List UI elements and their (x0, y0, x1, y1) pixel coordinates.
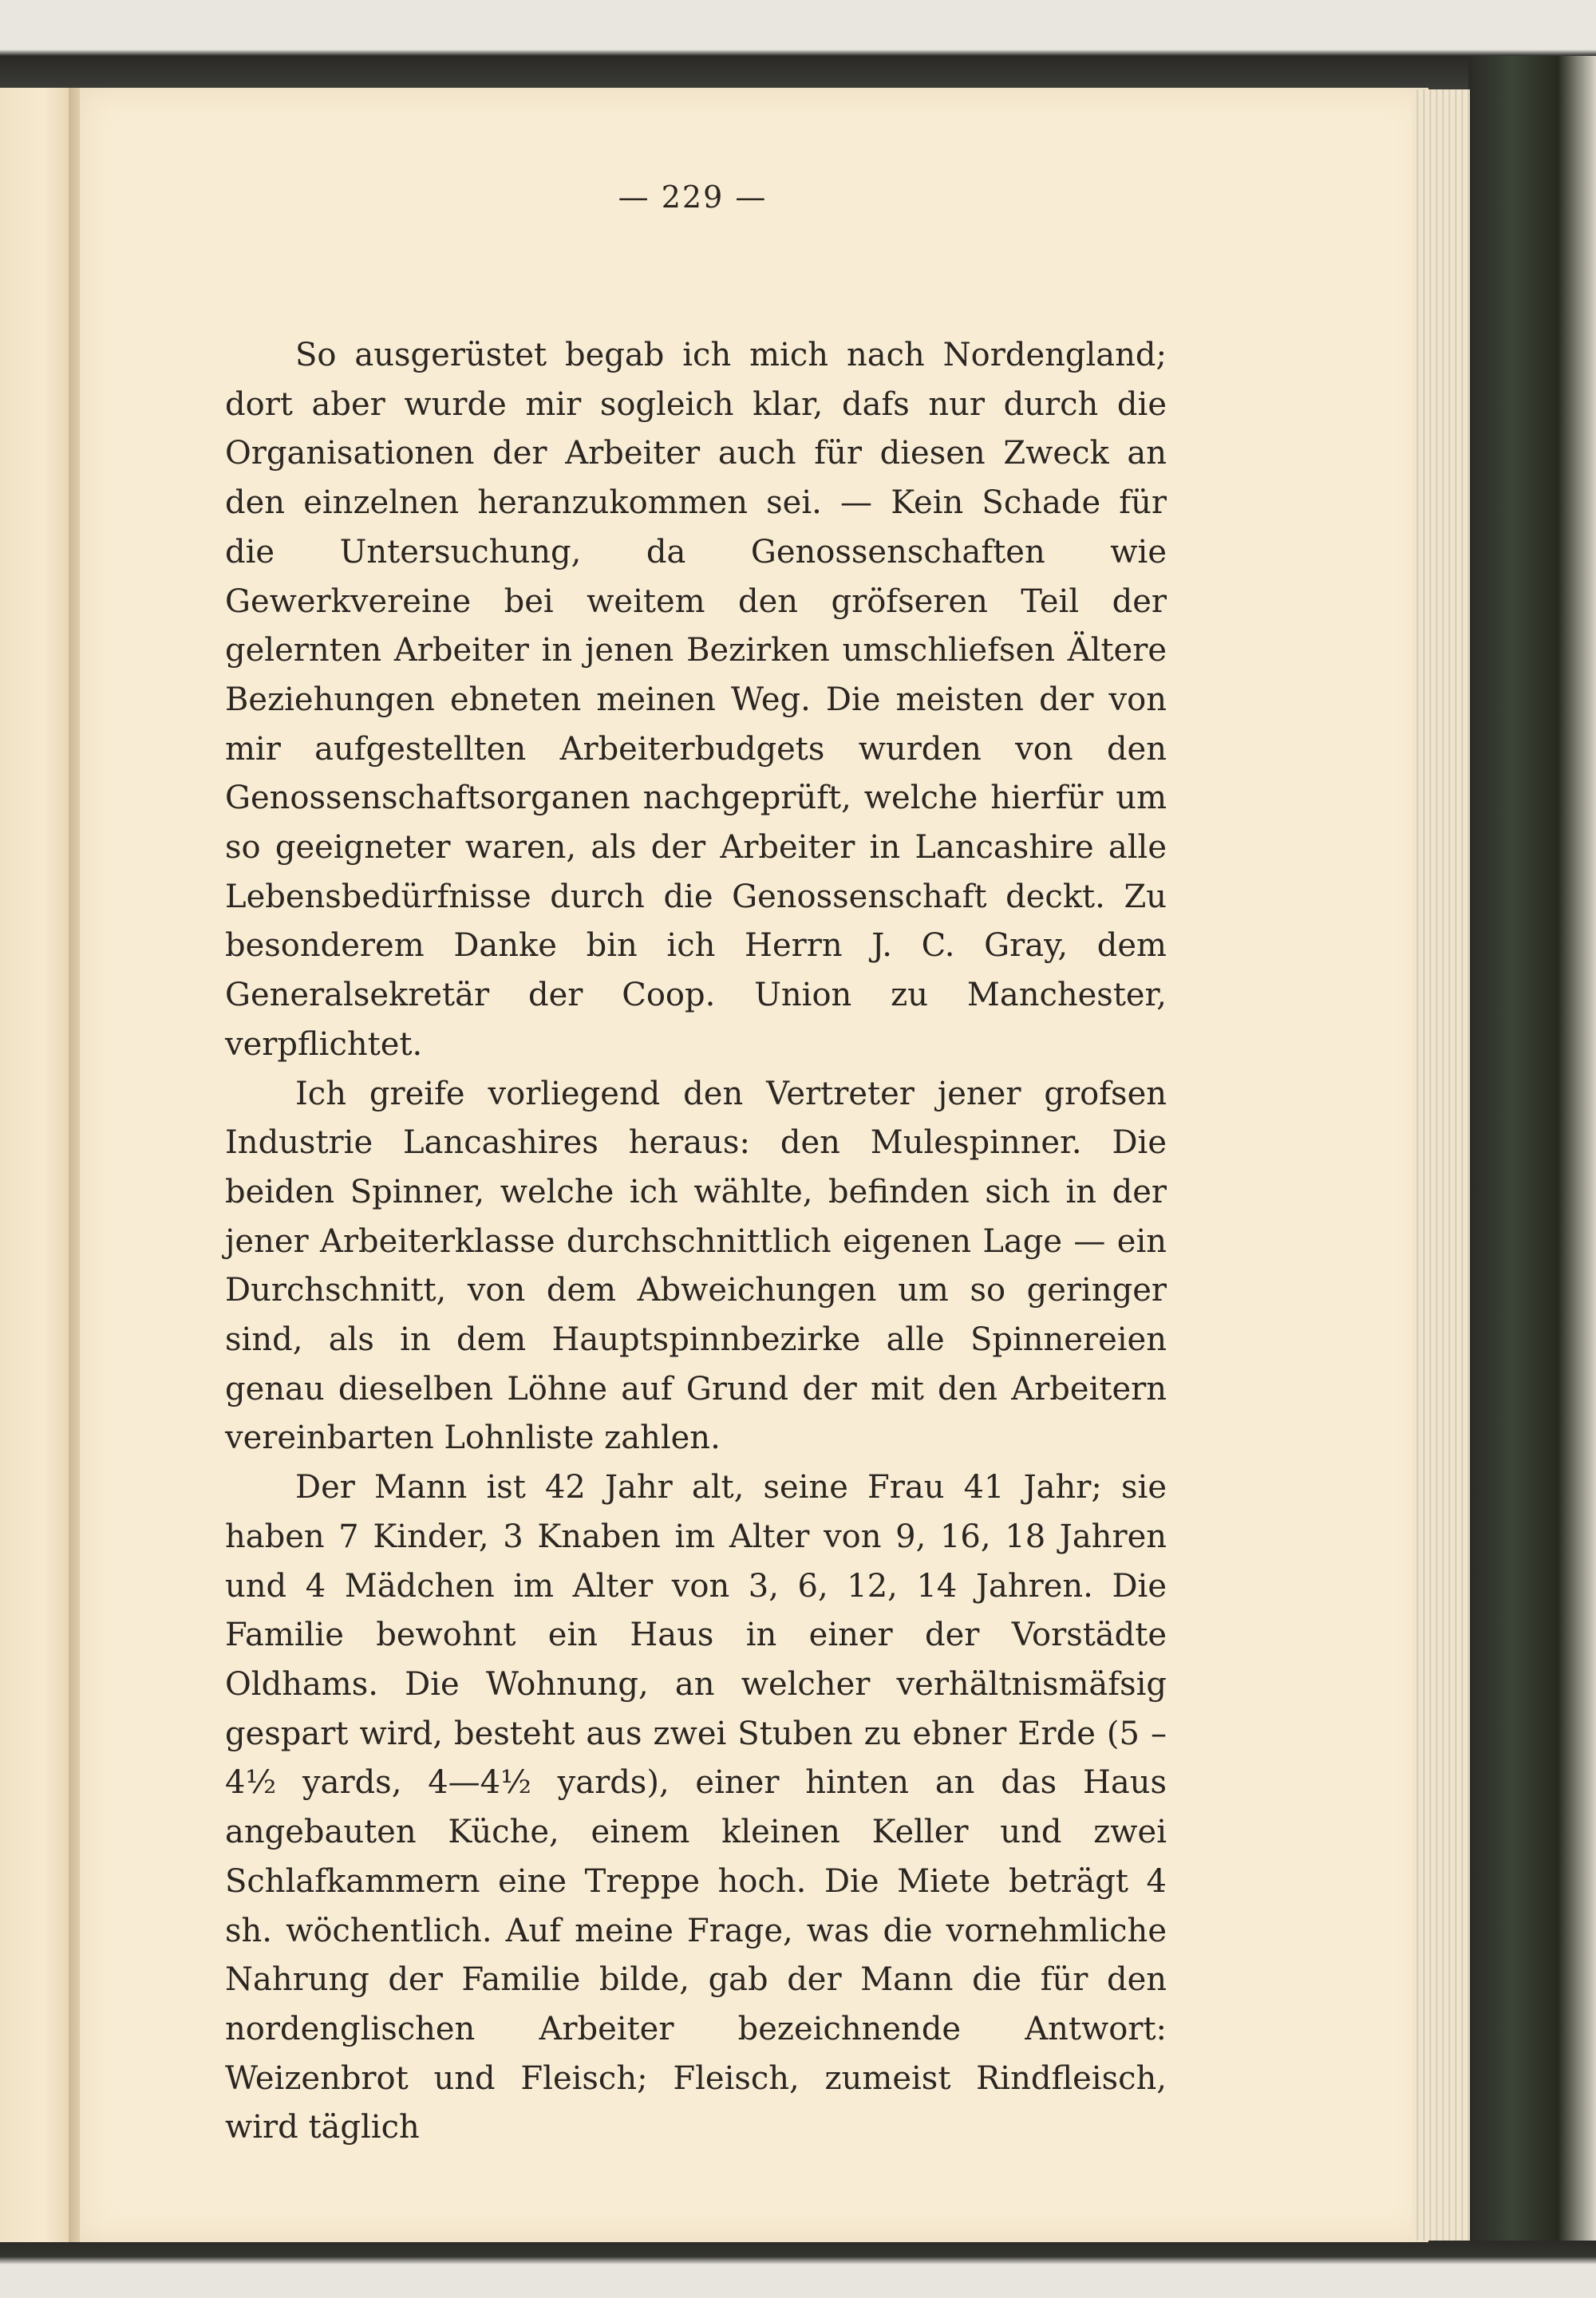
paragraph: Der Mann ist 42 Jahr alt, seine Frau 41 Jahr; sie haben 7 Kinder, 3 Knaben im Alter von 9, 16, 18 Jahren und 4 Mädchen im Alter von 3, 6, 12, 14 Jahren. Die Familie bewohnt ein Haus in einer der Vorstädte Oldhams. Die Wohnung, an welcher verhältnismäfsig gespart wird, besteht aus zwei Stuben zu ebner Erde (5 – 4½ yards, 4—4½ yards), einer hinten an das Haus angebauten Küche, einem kleinen Keller und zwei Schlafkammern eine Treppe hoch. Die Miete beträgt 4 sh. wöchentlich. Auf meine Frage, was die vornehmliche Nahrung der Familie bilde, gab der Mann die für den nordenglischen Arbeiter bezeichnende Antwort: Weizenbrot und Fleisch; Fleisch, zumeist Rindfleisch, wird täglich (225, 1469, 1167, 2146)
left-page-edge (0, 88, 73, 2242)
page-number: — 229 — (618, 180, 768, 215)
page-edges (1412, 89, 1470, 2241)
binding-right (1468, 56, 1596, 2242)
paragraph: So ausgerüstet begab ich mich nach Nordengland; dort aber wurde mir sogleich klar, dafs nur durch die Organisationen der Arbeiter auch für diesen Zweck an den einzelnen heranzukommen sei. — Kein Schade für die Untersuchung, da Genossenschaften wie Gewerkvereine bei weitem den gröfseren Teil der gelernten Arbeiter in jenen Bezirken umschliefsen Ältere Beziehungen ebneten meinen Weg. Die meisten der von mir aufgestellten Arbeiterbudgets wurden von den Genossenschaftsorganen nachgeprüft, welche hierfür um so geeigneter waren, als der Arbeiter in Lancashire alle Lebensbedürfnisse durch die Genossenschaft deckt. Zu besonderem Danke bin ich Herrn J. C. Gray, dem Generalsekretär der Coop. Union zu Manchester, verpflichtet. (225, 337, 1167, 1063)
binding-top (0, 0, 1596, 96)
paragraph: Ich greife vorliegend den Vertreter jener grofsen Industrie Lancashires heraus: den Mulespinner. Die beiden Spinner, welche ich wählte, befinden sich in der jener Arbeiterklasse durchschnittlich eigenen Lage — ein Durchschnitt, von dem Abweichungen um so geringer sind, als in dem Hauptspinnbezirke alle Spinnereien genau dieselben Löhne auf Grund der mit den Arbeitern vereinbarten Lohnliste zahlen. (225, 1075, 1167, 1457)
body-text (225, 331, 1167, 2153)
binding-bottom (0, 2241, 1596, 2298)
